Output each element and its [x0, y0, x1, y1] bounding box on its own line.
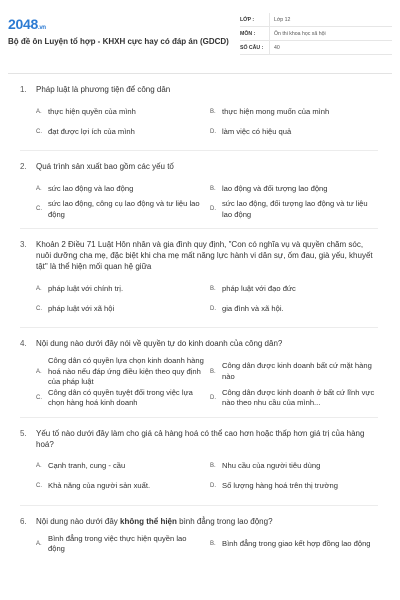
option-letter: B.	[210, 368, 216, 375]
question-text-end: bình đẳng trong lao động?	[176, 516, 273, 526]
option-a[interactable]	[36, 356, 204, 388]
page-title: Bộ đề ôn Luyện tổ hợp - KHXH cực hay có đáp án (GDCD)	[8, 37, 229, 46]
option-b[interactable]	[210, 279, 378, 299]
logo-tld: .vn	[37, 25, 46, 31]
option-letter: B.	[210, 185, 216, 192]
option-grid	[20, 179, 378, 220]
meta-key: SỐ CÂU :	[240, 44, 264, 51]
option-text: lao động và đối tượng lao động	[222, 183, 328, 193]
option-b[interactable]	[210, 356, 378, 388]
option-c[interactable]	[36, 477, 204, 497]
option-text: Khả năng của người sản xuất.	[48, 481, 151, 491]
question-number: 6.	[20, 516, 27, 526]
question-text: Nội dung nào dưới đây nói về quyền tự do kinh doanh của công dân?	[36, 339, 283, 348]
question-stem	[20, 428, 378, 450]
option-letter: A.	[36, 285, 42, 292]
question-text	[36, 516, 378, 527]
option-grid	[20, 534, 378, 555]
option-letter: A.	[36, 185, 42, 192]
meta-value: Ôn thi khoa học xã hội	[269, 27, 392, 40]
option-a[interactable]	[36, 534, 204, 555]
meta-table	[240, 8, 392, 65]
option-text: gia đình và xã hội.	[222, 303, 284, 313]
question-stem	[20, 516, 378, 527]
option-letter: C.	[36, 394, 42, 401]
question-number: 3.	[20, 240, 27, 249]
option-grid	[20, 356, 378, 409]
option-c[interactable]	[36, 199, 204, 220]
site-logo[interactable]	[8, 16, 240, 32]
option-text: thực hiện mong muốn của mình	[222, 106, 330, 116]
option-letter: A.	[36, 108, 42, 115]
question-stem	[20, 161, 378, 172]
option-letter: D.	[210, 305, 216, 312]
option-c[interactable]	[36, 122, 204, 142]
header-left	[8, 8, 240, 65]
document-header	[8, 8, 392, 74]
option-letter: C.	[36, 483, 42, 490]
option-b[interactable]	[210, 102, 378, 122]
question-5	[20, 418, 378, 506]
question-stem	[20, 338, 378, 349]
option-text: pháp luật với xã hội	[48, 303, 115, 313]
option-a[interactable]	[36, 179, 204, 199]
option-c[interactable]	[36, 388, 204, 409]
option-a[interactable]	[36, 279, 204, 299]
option-letter: B.	[210, 108, 216, 115]
option-b[interactable]	[210, 534, 378, 555]
option-letter: A.	[36, 463, 42, 470]
option-b[interactable]	[210, 179, 378, 199]
option-text: Cạnh tranh, cung - cầu	[48, 461, 126, 471]
option-grid	[20, 457, 378, 497]
option-grid	[20, 279, 378, 319]
question-text: Pháp luật là phương tiện để công dân	[36, 85, 171, 94]
option-letter: B.	[210, 540, 216, 547]
question-stem	[20, 239, 378, 272]
question-4	[20, 328, 378, 418]
question-3	[20, 229, 378, 328]
question-text: Khoản 2 Điều 71 Luật Hôn nhân và gia đình quy định, "Con có nghĩa vụ và quyền chăm sóc, nuôi dưỡng cha mẹ, đặc biệt khi cha mẹ mất năng lực hành vi dân sự, ốm đau, già yếu, khuyết tật" là thể hiện mối quan hệ giữa	[36, 240, 373, 271]
meta-key: LỚP :	[240, 16, 255, 23]
option-text: Bình đẳng trong việc thực hiện quyền lao động	[48, 533, 187, 553]
option-d[interactable]	[210, 122, 378, 142]
option-text: Nhu cầu của người tiêu dùng	[222, 461, 321, 471]
meta-row-grade	[240, 13, 392, 27]
option-text: Công dân có quyền tuyệt đối trong việc lựa chọn hàng hoá kinh doanh	[48, 387, 193, 407]
question-text: Quá trình sản xuất bao gồm các yếu tố	[36, 162, 174, 171]
option-text: Công dân được kinh doanh ở bất cứ lĩnh vực nào theo nhu cầu của mình...	[222, 387, 375, 407]
option-d[interactable]	[210, 477, 378, 497]
option-letter: A.	[36, 540, 42, 547]
option-letter: D.	[210, 206, 216, 213]
option-letter: C.	[36, 128, 42, 135]
option-letter: C.	[36, 206, 42, 213]
question-stem	[20, 84, 378, 95]
option-d[interactable]	[210, 388, 378, 409]
meta-key: MÔN :	[240, 30, 256, 37]
meta-row-count	[240, 41, 392, 55]
option-d[interactable]	[210, 299, 378, 319]
option-text: Bình đẳng trong giao kết hợp đồng lao động	[222, 538, 371, 548]
question-2	[20, 151, 378, 229]
option-text: pháp luật với đạo đức	[222, 283, 296, 293]
option-grid	[20, 102, 378, 142]
option-letter: D.	[210, 128, 216, 135]
option-c[interactable]	[36, 299, 204, 319]
option-text: làm việc có hiệu quả	[222, 126, 292, 136]
option-b[interactable]	[210, 457, 378, 477]
logo-text: 2048	[8, 16, 38, 32]
option-text: Công dân được kinh doanh bất cứ mặt hàng nào	[222, 361, 372, 381]
option-a[interactable]	[36, 102, 204, 122]
question-number: 5.	[20, 428, 27, 438]
question-text: Yếu tố nào dưới đây làm cho giá cả hàng hoá có thể cao hơn hoặc thấp hơn giá trị của hàng hoá?	[36, 428, 365, 449]
question-text-start: Nội dung nào dưới đây	[36, 516, 120, 526]
option-letter: D.	[210, 483, 216, 490]
option-letter: B.	[210, 463, 216, 470]
question-1	[20, 74, 378, 151]
question-number: 2.	[20, 162, 27, 171]
question-number: 1.	[20, 85, 27, 94]
question-number: 4.	[20, 339, 27, 348]
question-6	[20, 506, 378, 563]
option-text: Số lượng hàng hoá trên thị trường	[222, 481, 338, 491]
question-list	[8, 74, 392, 563]
option-letter: D.	[210, 394, 216, 401]
option-text: sức lao động và lao động	[48, 183, 134, 193]
question-text-emphasis: không thể hiện	[120, 516, 177, 526]
option-text: sức lao động, công cụ lao động và tư liệu lao động	[48, 199, 200, 219]
meta-row-subject	[240, 27, 392, 41]
option-a[interactable]	[36, 457, 204, 477]
option-text: đạt được lợi ích của mình	[48, 126, 135, 136]
option-letter: A.	[36, 368, 42, 375]
meta-value: Lớp 12	[269, 13, 392, 26]
option-text: Công dân có quyền lựa chọn kinh doanh hàng hoá nào nếu đáp ứng điều kiện theo quy định của pháp luật	[48, 356, 204, 386]
option-text: sức lao động, đối tượng lao động và tư liệu lao động	[222, 199, 368, 219]
option-d[interactable]	[210, 199, 378, 220]
option-letter: C.	[36, 305, 42, 312]
meta-value: 40	[269, 41, 392, 54]
option-letter: B.	[210, 285, 216, 292]
option-text: thực hiện quyền của mình	[48, 106, 136, 116]
option-text: pháp luật với chính trị.	[48, 283, 124, 293]
